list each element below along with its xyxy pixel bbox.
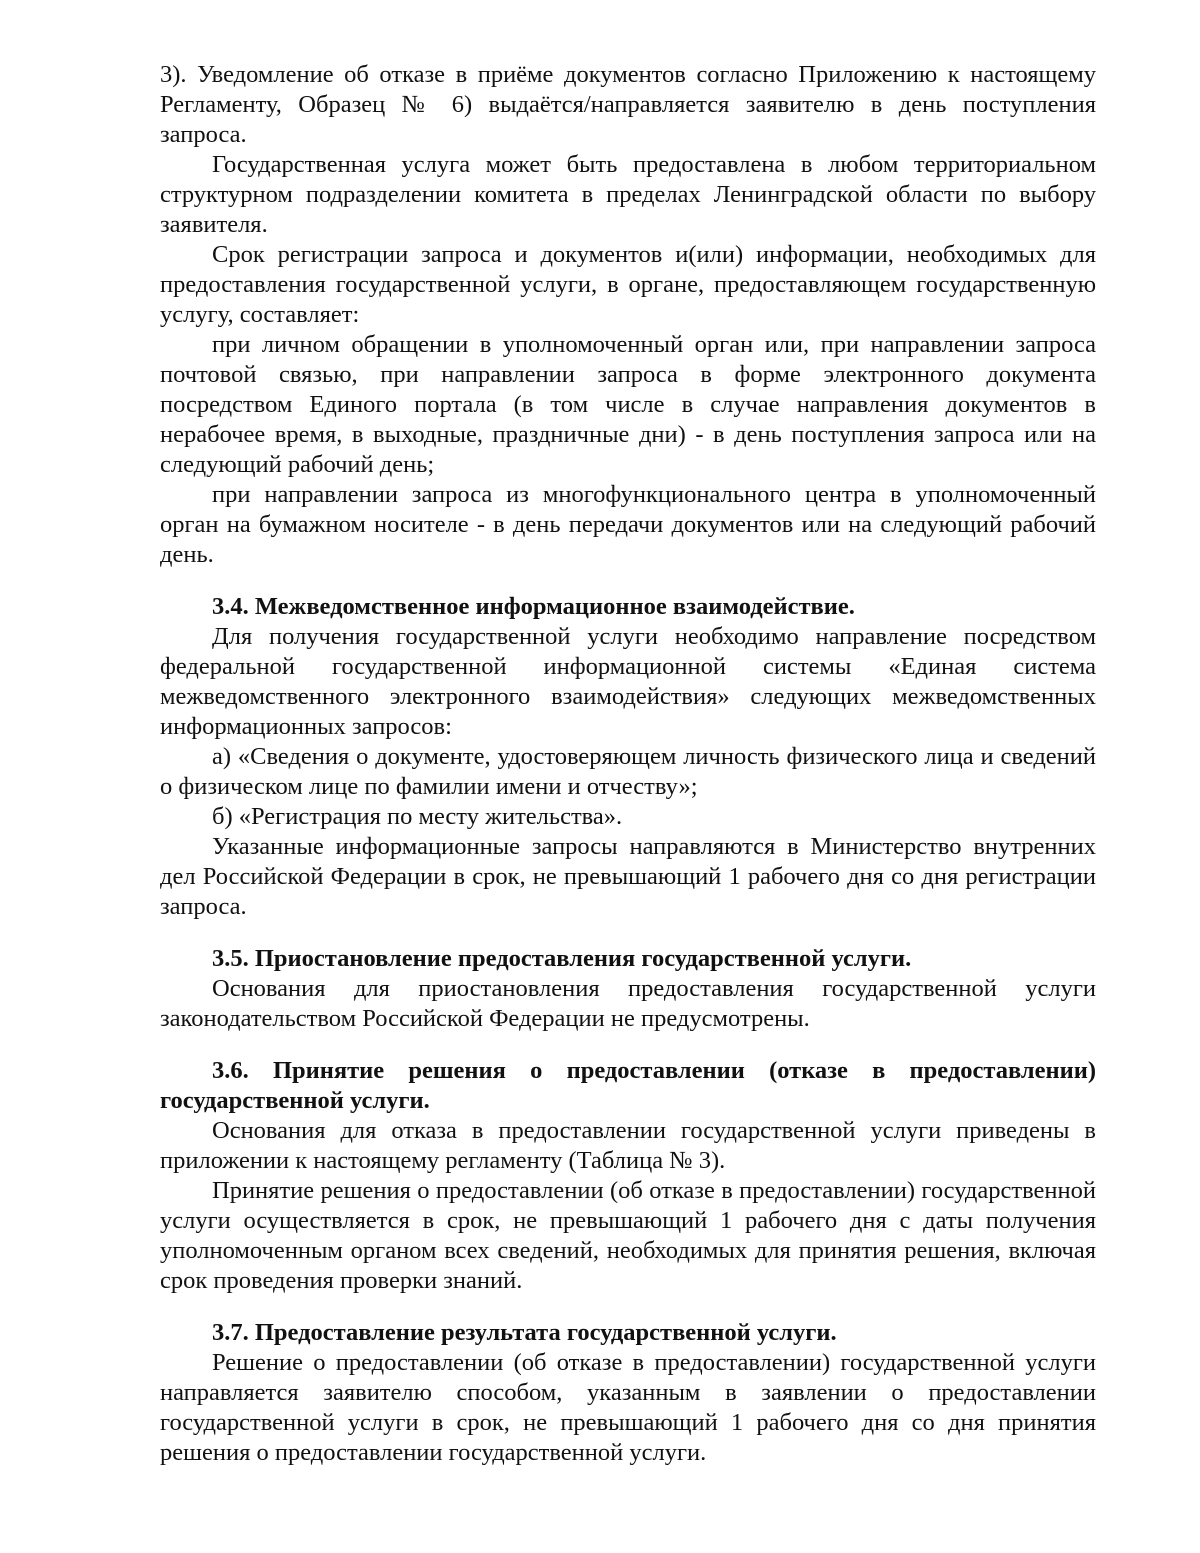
paragraph-mfc-request: при направлении запроса из многофункционального центра в уполномоченный орган на бумажном носителе - в день передачи документов или на следующий рабочий день. bbox=[160, 481, 1096, 568]
section-3-4-paragraph: б) «Регистрация по месту жительства». bbox=[212, 803, 623, 830]
paragraph-registration-term: Срок регистрации запроса и документов и(или) информации, необходимых для предоставления государственной услуги, в органе, предоставляющем государственную услугу, составляет: bbox=[160, 241, 1096, 328]
section-3-6-paragraph: Основания для отказа в предоставлении государственной услуги приведены в приложении к настоящему регламенту (Таблица № 3). bbox=[160, 1117, 1096, 1174]
paragraph-personal-request: при личном обращении в уполномоченный орган или, при направлении запроса почтовой связью, при направлении запроса в форме электронного документа посредством Единого портала (в том числе в случае направления документов в нерабочее время, в выходные, праздничные дни) - в день поступления запроса или на следующий рабочий день; bbox=[160, 331, 1096, 478]
section-3-5-heading: 3.5. Приостановление предоставления государственной услуги. bbox=[212, 945, 912, 972]
section-3-4-heading: 3.4. Межведомственное информационное взаимодействие. bbox=[212, 593, 855, 620]
section-3-4-paragraph: Указанные информационные запросы направляются в Министерство внутренних дел Российской Федерации в срок, не превышающий 1 рабочего дня со дня регистрации запроса. bbox=[160, 833, 1096, 920]
document-page bbox=[160, 60, 1096, 1468]
section-3-5-paragraph: Основания для приостановления предоставления государственной услуги законодательством Российской Федерации не предусмотрены. bbox=[160, 975, 1096, 1032]
section-3-4-paragraph: Для получения государственной услуги необходимо направление посредством федеральной государственной информационной системы «Единая система межведомственного электронного взаимодействия» следующих межведомственных информационных запросов: bbox=[160, 623, 1096, 740]
section-3-6-paragraph: Принятие решения о предоставлении (об отказе в предоставлении) государственной услуги осуществляется в срок, не превышающий 1 рабочего дня с даты получения уполномоченным органом всех сведений, необходимых для принятия решения, включая срок проведения проверки знаний. bbox=[160, 1177, 1096, 1294]
paragraph-continuation: 3). Уведомление об отказе в приёме документов согласно Приложению к настоящему Регламенту, Образец № 6) выдаётся/направляется заявителю в день поступления запроса. bbox=[160, 61, 1096, 148]
section-3-7-paragraph: Решение о предоставлении (об отказе в предоставлении) государственной услуги направляется заявителю способом, указанным в заявлении о предоставлении государственной услуги в срок, не превышающий 1 рабочего дня со дня принятия решения о предоставлении государственной услуги. bbox=[160, 1349, 1096, 1466]
section-3-4-paragraph: а) «Сведения о документе, удостоверяющем личность физического лица и сведений о физическом лице по фамилии имени и отчеству»; bbox=[160, 743, 1096, 800]
paragraph-territorial: Государственная услуга может быть предоставлена в любом территориальном структурном подразделении комитета в пределах Ленинградской области по выбору заявителя. bbox=[160, 151, 1096, 238]
section-3-7-heading: 3.7. Предоставление результата государственной услуги. bbox=[212, 1319, 837, 1346]
section-3-6-heading: 3.6. Принятие решения о предоставлении (отказе в предоставлении) государственной услуги. bbox=[160, 1057, 1096, 1114]
